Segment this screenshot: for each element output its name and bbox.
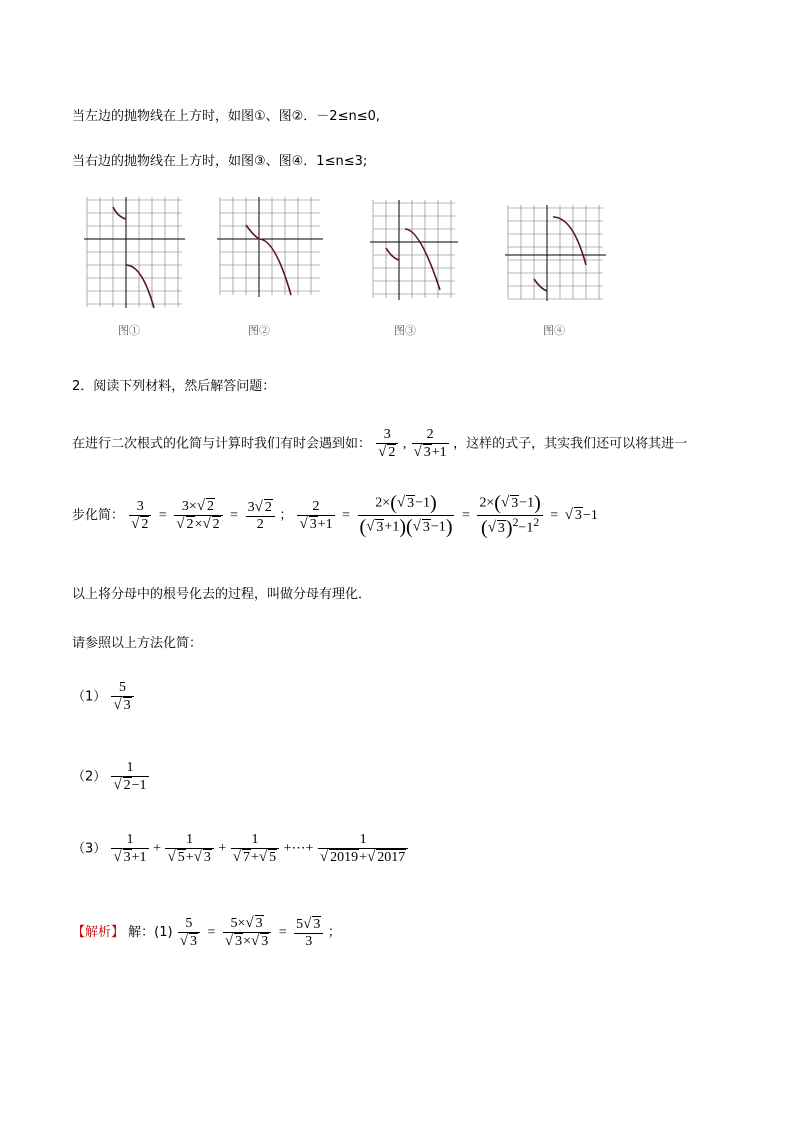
item-3-expression: $\frac{1}{√ 3+1}$ + $\frac{1}{√ 5+√ 3}$ + $\frac{1}{√ 7+√ 5}$ +⋯+ $\frac{1}{√ 2019+√ 2017}$ — [110, 841, 409, 856]
answer-start: 解：(1) — [128, 924, 173, 940]
answer-expression: $\frac{5}{√ 3}$ = $\frac{5\times√ 3}{√ 3\times√ 3}$ = $\frac{5√ 3}{3}$ — [177, 925, 328, 940]
rationalize-sentence: 以上将分母中的根号化去的过程，叫做分母有理化． — [72, 587, 372, 602]
step-example-2: $\frac{2}{√ 3+1}$ = $\frac{2\times(√ 3-1)}{(√ 3+1)(√ 3-1)}$ = $\frac{2\times(√ 3-1)}{(√ 3)^2-1^2}$ = √ 3−1 — [299, 492, 598, 539]
item-1 — [72, 680, 135, 714]
intro-fraction-2: $\frac{2}{√ 3+1}$ — [413, 427, 447, 461]
item-2 — [72, 760, 150, 794]
intro-line — [72, 427, 687, 461]
item-1-label: （1） — [72, 689, 107, 705]
answer-line — [72, 915, 341, 951]
figure-3-caption: 图③ — [394, 324, 416, 337]
step-line — [72, 492, 598, 540]
item-3 — [72, 832, 409, 866]
figure-4-caption: 图④ — [543, 324, 565, 337]
figure-3-graph — [368, 198, 460, 303]
step-example-1: $\frac{3}{√ 2}$ = $\frac{3\times√ 2}{√ 2\times√ 2}$ = $\frac{3√ 2}{2}$ — [128, 508, 279, 523]
figure-2-caption: 图② — [248, 324, 270, 337]
answer-tag: 【解析】 — [72, 924, 125, 940]
intro-comma: , — [402, 436, 407, 452]
case-left-text: 当左边的抛物线在上方时，如图①、图②．－2≤n≤0, — [72, 109, 381, 124]
instruction-text: 请参照以上方法化简： — [72, 636, 203, 651]
figure-4-graph — [503, 203, 608, 303]
problem-2-heading: 2．阅读下列材料，然后解答问题： — [72, 379, 276, 394]
figure-1-graph — [82, 195, 187, 310]
figure-2-graph — [215, 195, 325, 300]
step-label: 步化简： — [72, 508, 125, 524]
step-semicolon: ； — [279, 508, 293, 524]
intro-start-text: 在进行二次根式的化简与计算时我们有时会遇到如： — [72, 436, 372, 452]
intro-fraction-1: $\frac{3}{√ 2}$ — [375, 436, 403, 451]
case-right-text: 当右边的抛物线在上方时，如图③、图④．1≤n≤3; — [72, 154, 368, 169]
item-2-label: （2） — [72, 769, 107, 785]
answer-semicolon: ； — [327, 924, 341, 940]
intro-end-text: ，这样的式子，其实我们还可以将其进一 — [453, 436, 688, 452]
item-2-expression: $\frac{1}{√ 2-1}$ — [113, 760, 147, 794]
figure-1-caption: 图① — [118, 324, 140, 337]
item-1-expression: $\frac{5}{√ 3}$ — [110, 689, 134, 704]
item-3-label: （3） — [72, 841, 107, 857]
